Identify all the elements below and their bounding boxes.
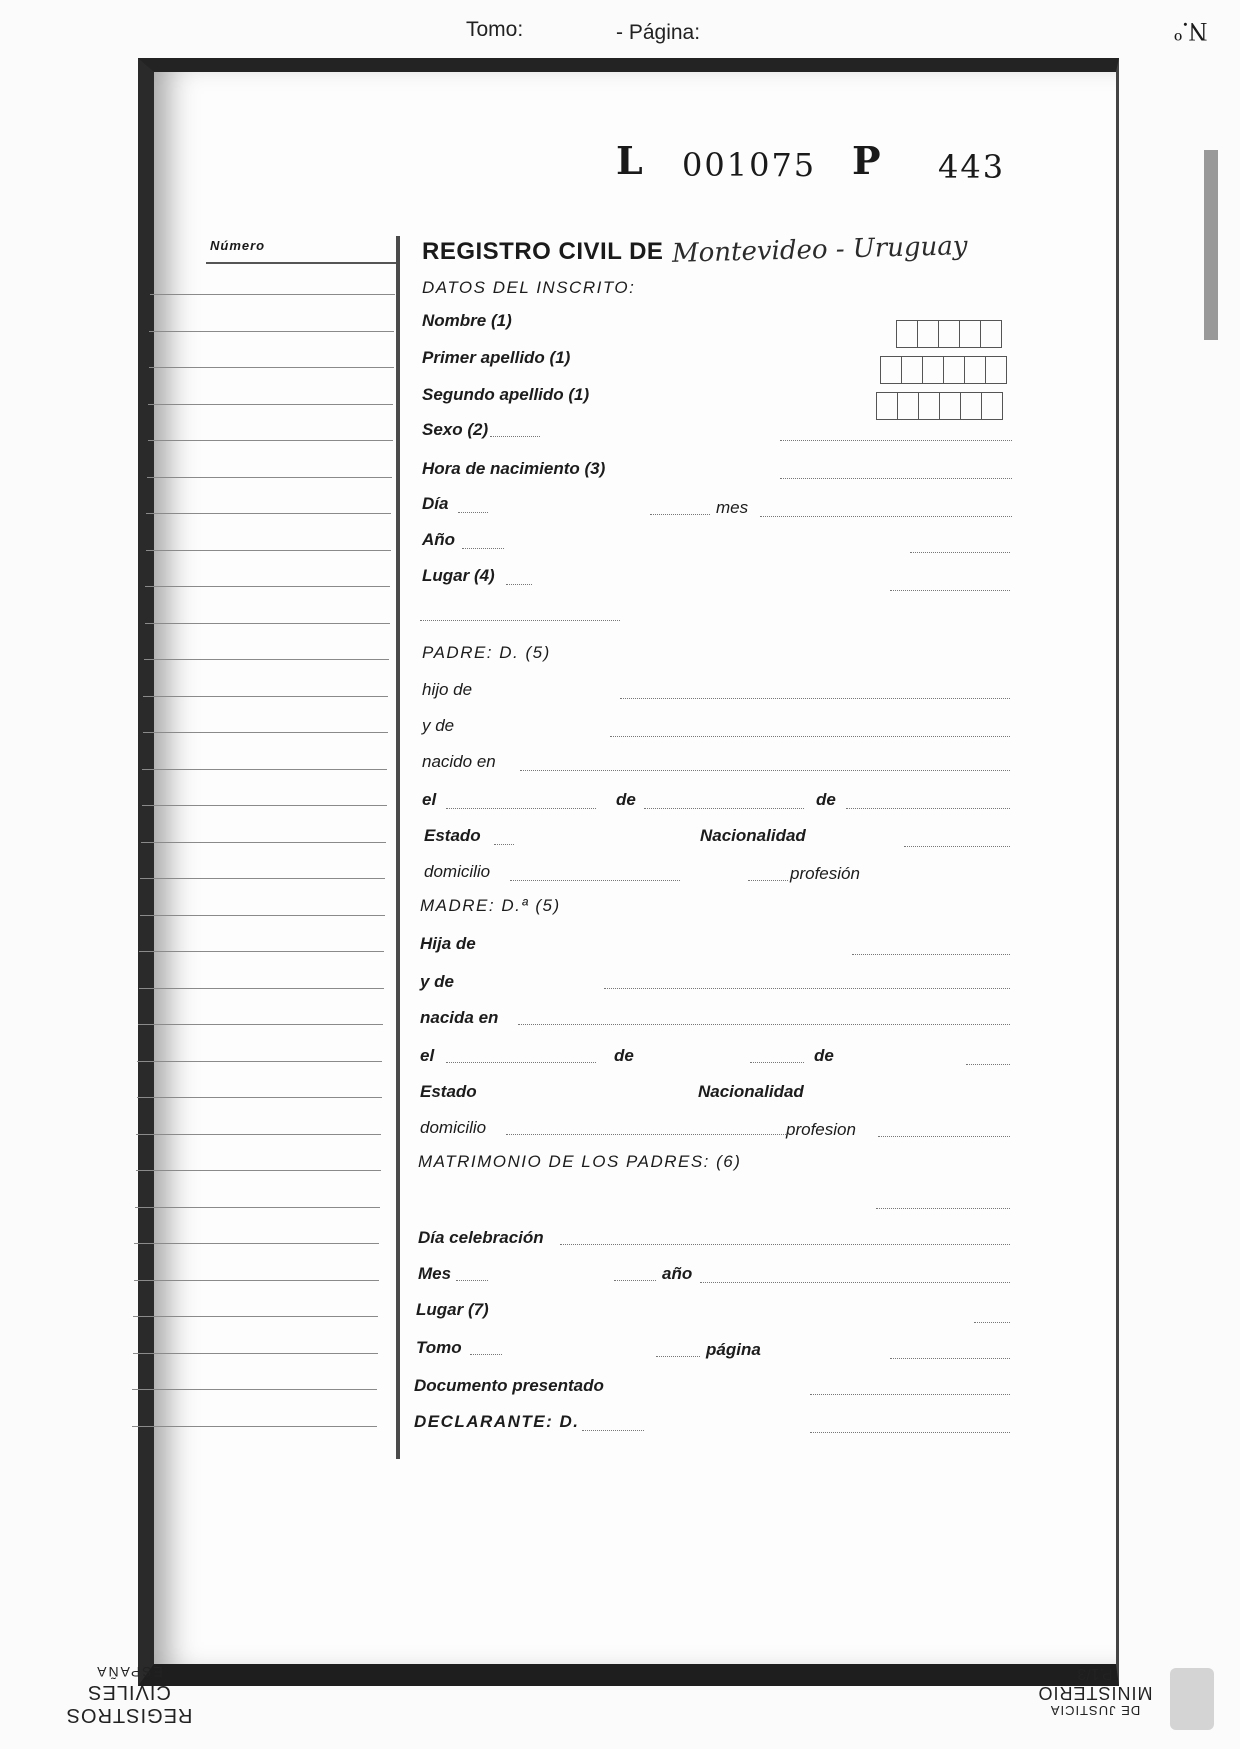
declarante-label: DECLARANTE: D. — [414, 1412, 580, 1431]
nacionalidad-label: Nacionalidad — [700, 826, 806, 845]
y-de-label: y de — [422, 716, 455, 735]
stamp-line-registros: REGISTROS CIVILES — [65, 1681, 193, 1726]
profesion-padre-label: profesión — [790, 864, 860, 883]
de-label-2: de — [816, 790, 836, 809]
form-title: REGISTRO CIVIL DE — [422, 238, 664, 265]
left-rule-line — [146, 513, 391, 514]
stamp-line-espana: ESPAÑA — [95, 1664, 163, 1680]
left-rule-line — [144, 659, 389, 660]
segundo-apellido-label: Segundo apellido (1) — [422, 385, 590, 404]
stamp-line-justicia: DE JUSTICIA — [1049, 1703, 1141, 1718]
l-number: 001075 — [682, 146, 817, 184]
y-de-madre-label: y de — [420, 972, 455, 991]
numero-rule — [206, 262, 396, 264]
de-madre-label-1: de — [614, 1046, 634, 1065]
left-rule-line — [145, 623, 390, 624]
left-rule-line — [137, 1097, 382, 1098]
pagina-label: - Página: — [616, 21, 701, 44]
nombre-boxes — [896, 320, 1002, 348]
left-rule-line — [137, 1061, 382, 1062]
left-rule-line — [135, 1207, 380, 1208]
left-rule-line — [145, 586, 390, 587]
l-letter: L — [616, 138, 645, 183]
left-rule-line — [133, 1316, 378, 1317]
left-rule-line — [142, 805, 387, 806]
left-rule-line — [140, 878, 385, 879]
matrimonio-section: MATRIMONIO DE LOS PADRES: (6) — [418, 1152, 742, 1171]
hora-nacimiento-label: Hora de nacimiento (3) — [422, 459, 606, 478]
de-label-1: de — [616, 790, 636, 809]
left-rule-line — [134, 1280, 379, 1281]
domicilio-madre-label: domicilio — [420, 1118, 487, 1137]
left-rule-line — [146, 550, 391, 551]
documento-label: Documento presentado — [414, 1376, 604, 1395]
nacida-en-label: nacida en — [420, 1008, 499, 1027]
left-rule-line — [140, 915, 385, 916]
left-rule-line — [138, 1024, 383, 1025]
left-rule-line — [143, 696, 388, 697]
de-madre-label-2: de — [814, 1046, 834, 1065]
hija-de-label: Hija de — [420, 934, 476, 953]
left-rule-line — [133, 1353, 378, 1354]
left-rule-line — [147, 477, 392, 478]
left-rule-line — [136, 1134, 381, 1135]
pagina-field-label: página — [706, 1340, 761, 1359]
register-card — [138, 58, 1119, 1686]
place-handwritten: Montevideo - Uruguay — [671, 231, 968, 269]
primer-apellido-boxes — [880, 356, 1007, 384]
segundo-apellido-boxes — [876, 392, 1003, 420]
lugar7-label: Lugar (7) — [416, 1300, 489, 1319]
lugar-label: Lugar (4) — [422, 566, 495, 585]
dia-label: Día — [422, 494, 449, 513]
numero-label: Número — [210, 238, 266, 253]
left-rule-line — [150, 294, 395, 295]
anio-low-label: año — [662, 1264, 693, 1283]
ministerio-stamp — [1030, 1664, 1160, 1718]
p-number: 443 — [938, 148, 1006, 186]
numero-symbol: N.º — [1174, 17, 1208, 46]
left-rule-line — [132, 1389, 377, 1390]
profesion-madre-label: profesion — [786, 1120, 856, 1139]
tomo-field-label: Tomo — [416, 1338, 462, 1357]
left-rule-line — [149, 331, 394, 332]
stamp-line-ministerio: MINISTERIO — [1037, 1683, 1153, 1703]
estado-label: Estado — [424, 826, 481, 845]
mes-cap-label: Mes — [418, 1264, 452, 1283]
nacionalidad-madre-label: Nacionalidad — [698, 1082, 804, 1101]
left-rule-line — [143, 732, 388, 733]
left-rule-line — [136, 1170, 381, 1171]
scroll-indicator — [1204, 150, 1218, 340]
registros-civiles-stamp — [24, 1664, 234, 1726]
madre-section: MADRE: D.ª (5) — [420, 896, 561, 915]
el-label: el — [422, 790, 437, 809]
estado-madre-label: Estado — [420, 1082, 477, 1101]
coat-of-arms-icon — [1170, 1668, 1214, 1730]
p-letter: P — [852, 138, 883, 183]
left-rule-line — [149, 367, 394, 368]
tomo-label: Tomo: — [466, 18, 524, 41]
column-divider — [396, 236, 400, 1459]
padre-section: PADRE: D. (5) — [422, 643, 551, 662]
domicilio-label: domicilio — [424, 862, 491, 881]
left-rule-line — [142, 769, 387, 770]
left-rule-line — [148, 440, 393, 441]
nacido-en-label: nacido en — [422, 752, 496, 771]
left-rule-line — [139, 988, 384, 989]
stamp-line-code: P.1/3 — [1077, 1665, 1113, 1682]
el-madre-label: el — [420, 1046, 435, 1065]
nombre-label: Nombre (1) — [422, 311, 512, 330]
hijo-de-label: hijo de — [422, 680, 473, 699]
sexo-label: Sexo (2) — [422, 420, 489, 439]
left-rule-line — [148, 404, 393, 405]
inscrito-section: DATOS DEL INSCRITO: — [422, 278, 636, 297]
left-rule-line — [141, 842, 386, 843]
mes-label: mes — [716, 498, 749, 517]
left-rule-line — [134, 1243, 379, 1244]
anio-label: Año — [422, 530, 456, 549]
dia-celebracion-label: Día celebración — [418, 1228, 544, 1247]
left-rule-line — [132, 1426, 377, 1427]
left-rule-line — [139, 951, 384, 952]
primer-apellido-label: Primer apellido (1) — [422, 348, 571, 367]
